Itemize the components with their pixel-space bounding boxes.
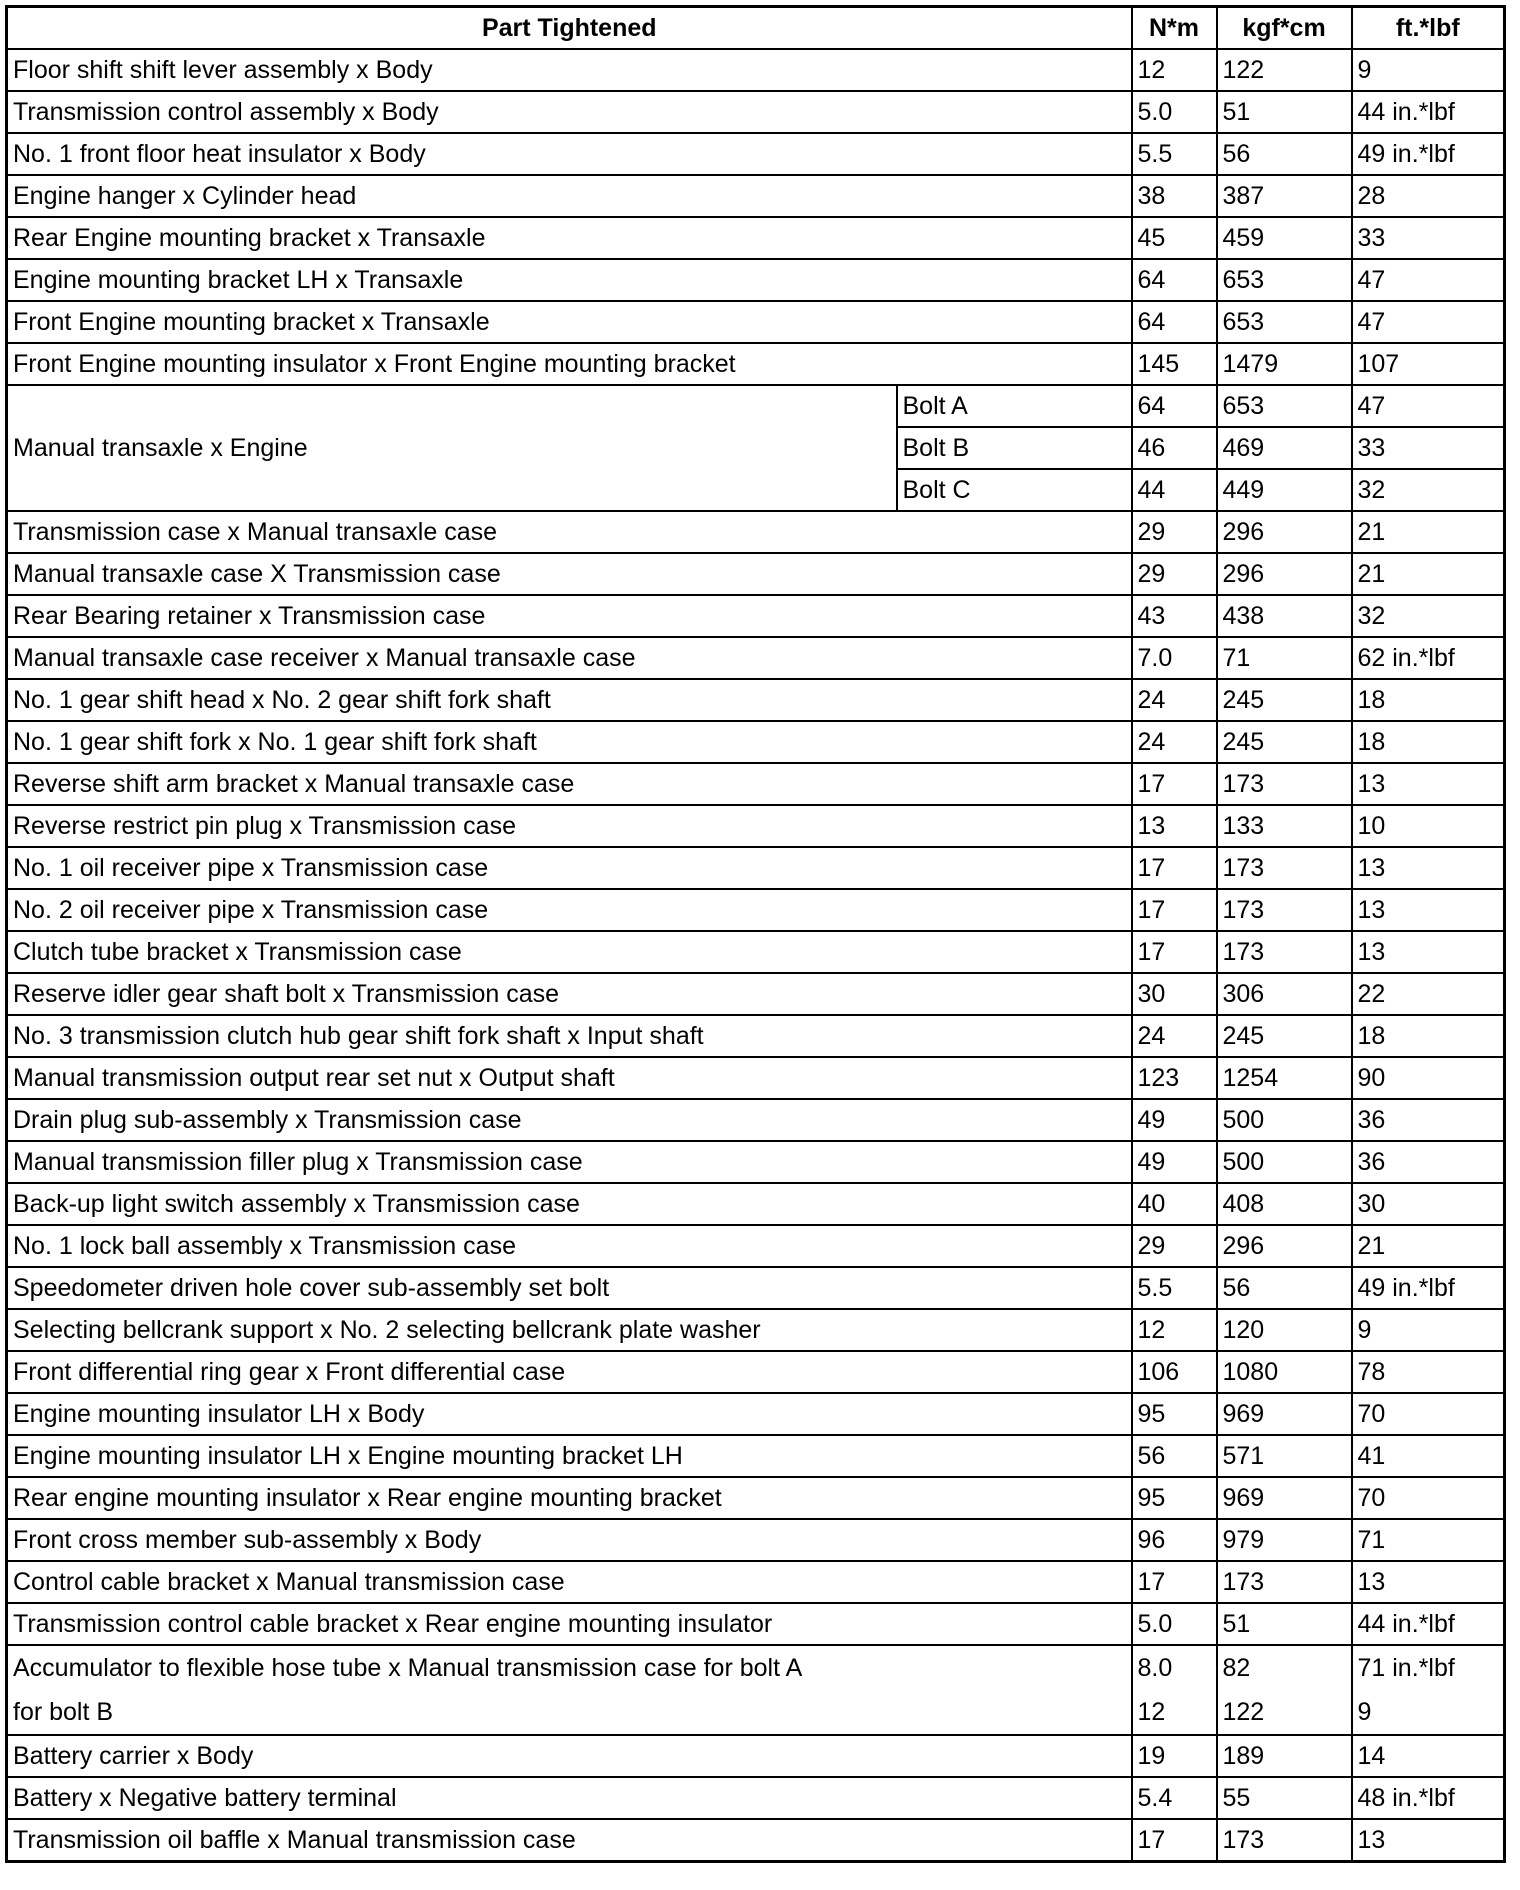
ft-cell: 33 — [1352, 427, 1505, 469]
ft-cell: 70 — [1352, 1393, 1505, 1435]
nm-cell: 106 — [1132, 1351, 1217, 1393]
ft-cell — [1352, 1645, 1505, 1735]
kgf-cell: 387 — [1217, 175, 1352, 217]
header-part: Part Tightened — [7, 7, 1132, 50]
part-cell: Floor shift shift lever assembly x Body — [7, 49, 1132, 91]
nm-cell: 24 — [1132, 679, 1217, 721]
ft-cell: 30 — [1352, 1183, 1505, 1225]
ft-cell: 10 — [1352, 805, 1505, 847]
part-cell-line-b: for bolt B — [13, 1698, 114, 1726]
part-cell: Front Engine mounting insulator x Front Engine mounting bracket — [7, 343, 1132, 385]
table-row — [7, 1351, 1505, 1393]
table-row — [7, 721, 1505, 763]
nm-cell: 49 — [1132, 1141, 1217, 1183]
part-cell: Front Engine mounting bracket x Transaxle — [7, 301, 1132, 343]
torque-table — [5, 5, 1506, 1863]
kgf-cell: 500 — [1217, 1099, 1352, 1141]
ft-cell: 33 — [1352, 217, 1505, 259]
kgf-cell-line-a: 82 — [1222, 1654, 1251, 1682]
bolt-cell: Bolt B — [897, 427, 1132, 469]
nm-cell: 17 — [1132, 931, 1217, 973]
table-row — [7, 1183, 1505, 1225]
part-cell: Clutch tube bracket x Transmission case — [7, 931, 1132, 973]
table-row — [7, 805, 1505, 847]
ft-cell: 70 — [1352, 1477, 1505, 1519]
kgf-cell: 173 — [1217, 847, 1352, 889]
part-cell: Reserve idler gear shaft bolt x Transmission case — [7, 973, 1132, 1015]
kgf-cell: 56 — [1217, 133, 1352, 175]
part-cell: Reverse shift arm bracket x Manual transaxle case — [7, 763, 1132, 805]
ft-cell: 36 — [1352, 1141, 1505, 1183]
nm-cell: 5.0 — [1132, 91, 1217, 133]
ft-cell: 71 — [1352, 1519, 1505, 1561]
ft-cell: 44 in.*lbf — [1352, 91, 1505, 133]
bolt-cell: Bolt C — [897, 469, 1132, 511]
bolt-cell: Bolt A — [897, 385, 1132, 427]
kgf-cell: 653 — [1217, 385, 1352, 427]
table-row — [7, 259, 1505, 301]
kgf-cell: 653 — [1217, 259, 1352, 301]
kgf-cell: 969 — [1217, 1393, 1352, 1435]
part-cell: Rear engine mounting insulator x Rear engine mounting bracket — [7, 1477, 1132, 1519]
ft-cell: 22 — [1352, 973, 1505, 1015]
header-row — [7, 7, 1505, 50]
table-row — [7, 1099, 1505, 1141]
nm-cell-line-b: 12 — [1137, 1698, 1166, 1726]
header-ft: ft.*lbf — [1352, 7, 1505, 50]
ft-cell: 47 — [1352, 259, 1505, 301]
kgf-cell: 56 — [1217, 1267, 1352, 1309]
nm-cell-line-a: 8.0 — [1137, 1654, 1173, 1682]
part-cell: No. 1 gear shift fork x No. 1 gear shift fork shaft — [7, 721, 1132, 763]
table-row — [7, 1393, 1505, 1435]
kgf-cell: 296 — [1217, 553, 1352, 595]
table-row — [7, 1477, 1505, 1519]
part-cell: Transmission control cable bracket x Rear engine mounting insulator — [7, 1603, 1132, 1645]
part-cell: Rear Bearing retainer x Transmission case — [7, 595, 1132, 637]
nm-cell: 29 — [1132, 1225, 1217, 1267]
ft-cell: 47 — [1352, 385, 1505, 427]
nm-cell: 5.4 — [1132, 1777, 1217, 1819]
part-cell: Battery x Negative battery terminal — [7, 1777, 1132, 1819]
ft-cell: 13 — [1352, 889, 1505, 931]
nm-cell: 30 — [1132, 973, 1217, 1015]
table-row — [7, 1645, 1505, 1735]
nm-cell: 17 — [1132, 889, 1217, 931]
part-cell: Engine mounting insulator LH x Engine mounting bracket LH — [7, 1435, 1132, 1477]
table-row — [7, 1735, 1505, 1777]
ft-cell: 32 — [1352, 469, 1505, 511]
table-row — [7, 49, 1505, 91]
kgf-cell: 296 — [1217, 1225, 1352, 1267]
part-cell: Manual transaxle case X Transmission case — [7, 553, 1132, 595]
nm-cell: 19 — [1132, 1735, 1217, 1777]
kgf-cell: 653 — [1217, 301, 1352, 343]
kgf-cell: 173 — [1217, 931, 1352, 973]
header-kgf: kgf*cm — [1217, 7, 1352, 50]
table-row — [7, 1225, 1505, 1267]
ft-cell: 13 — [1352, 763, 1505, 805]
kgf-cell: 173 — [1217, 763, 1352, 805]
part-cell: Front differential ring gear x Front differential case — [7, 1351, 1132, 1393]
ft-cell: 44 in.*lbf — [1352, 1603, 1505, 1645]
part-cell: Speedometer driven hole cover sub-assembly set bolt — [7, 1267, 1132, 1309]
kgf-cell: 408 — [1217, 1183, 1352, 1225]
kgf-cell: 1479 — [1217, 343, 1352, 385]
table-row — [7, 1603, 1505, 1645]
nm-cell: 123 — [1132, 1057, 1217, 1099]
ft-cell: 49 in.*lbf — [1352, 133, 1505, 175]
nm-cell: 95 — [1132, 1393, 1217, 1435]
table-row — [7, 1819, 1505, 1862]
kgf-cell: 173 — [1217, 889, 1352, 931]
part-cell: Transmission control assembly x Body — [7, 91, 1132, 133]
nm-cell: 43 — [1132, 595, 1217, 637]
kgf-cell: 245 — [1217, 679, 1352, 721]
kgf-cell: 571 — [1217, 1435, 1352, 1477]
ft-cell-line-b: 9 — [1357, 1698, 1372, 1726]
ft-cell: 32 — [1352, 595, 1505, 637]
kgf-cell: 245 — [1217, 721, 1352, 763]
ft-cell: 36 — [1352, 1099, 1505, 1141]
table-row — [7, 1057, 1505, 1099]
table-row — [7, 679, 1505, 721]
part-cell: Manual transmission output rear set nut x Output shaft — [7, 1057, 1132, 1099]
part-cell: Reverse restrict pin plug x Transmission case — [7, 805, 1132, 847]
table-row — [7, 1777, 1505, 1819]
kgf-cell: 173 — [1217, 1819, 1352, 1862]
part-cell: Engine hanger x Cylinder head — [7, 175, 1132, 217]
table-row — [7, 1141, 1505, 1183]
table-row — [7, 1267, 1505, 1309]
ft-cell: 90 — [1352, 1057, 1505, 1099]
kgf-cell: 120 — [1217, 1309, 1352, 1351]
kgf-cell: 969 — [1217, 1477, 1352, 1519]
kgf-cell: 55 — [1217, 1777, 1352, 1819]
part-cell — [7, 1645, 1132, 1735]
table-row — [7, 175, 1505, 217]
ft-cell: 18 — [1352, 721, 1505, 763]
table-row — [7, 217, 1505, 259]
kgf-cell: 51 — [1217, 91, 1352, 133]
ft-cell: 13 — [1352, 931, 1505, 973]
ft-cell: 48 in.*lbf — [1352, 1777, 1505, 1819]
part-cell: Control cable bracket x Manual transmission case — [7, 1561, 1132, 1603]
table-row — [7, 91, 1505, 133]
ft-cell: 62 in.*lbf — [1352, 637, 1505, 679]
ft-cell: 21 — [1352, 553, 1505, 595]
part-cell: No. 1 oil receiver pipe x Transmission case — [7, 847, 1132, 889]
part-cell: Transmission oil baffle x Manual transmission case — [7, 1819, 1132, 1862]
table-row — [7, 385, 1505, 427]
part-cell: No. 2 oil receiver pipe x Transmission case — [7, 889, 1132, 931]
nm-cell: 49 — [1132, 1099, 1217, 1141]
part-cell: Manual transaxle case receiver x Manual transaxle case — [7, 637, 1132, 679]
nm-cell: 46 — [1132, 427, 1217, 469]
table-row — [7, 847, 1505, 889]
ft-cell: 21 — [1352, 1225, 1505, 1267]
table-row — [7, 511, 1505, 553]
nm-cell: 145 — [1132, 343, 1217, 385]
part-cell: Back-up light switch assembly x Transmission case — [7, 1183, 1132, 1225]
ft-cell: 9 — [1352, 49, 1505, 91]
nm-cell: 56 — [1132, 1435, 1217, 1477]
part-cell: Front cross member sub-assembly x Body — [7, 1519, 1132, 1561]
kgf-cell: 979 — [1217, 1519, 1352, 1561]
part-cell: Rear Engine mounting bracket x Transaxle — [7, 217, 1132, 259]
kgf-cell: 122 — [1217, 49, 1352, 91]
ft-cell: 18 — [1352, 679, 1505, 721]
table-row — [7, 973, 1505, 1015]
table-row — [7, 595, 1505, 637]
part-cell: Engine mounting insulator LH x Body — [7, 1393, 1132, 1435]
kgf-cell: 1254 — [1217, 1057, 1352, 1099]
ft-cell: 49 in.*lbf — [1352, 1267, 1505, 1309]
part-cell: Selecting bellcrank support x No. 2 selecting bellcrank plate washer — [7, 1309, 1132, 1351]
ft-cell-line-a: 71 in.*lbf — [1357, 1654, 1455, 1682]
kgf-cell: 51 — [1217, 1603, 1352, 1645]
kgf-cell: 306 — [1217, 973, 1352, 1015]
part-cell: Engine mounting bracket LH x Transaxle — [7, 259, 1132, 301]
nm-cell: 44 — [1132, 469, 1217, 511]
part-cell: Transmission case x Manual transaxle case — [7, 511, 1132, 553]
ft-cell: 14 — [1352, 1735, 1505, 1777]
nm-cell: 29 — [1132, 553, 1217, 595]
kgf-cell: 296 — [1217, 511, 1352, 553]
nm-cell: 5.0 — [1132, 1603, 1217, 1645]
part-cell: Manual transaxle x Engine — [7, 385, 897, 511]
nm-cell: 96 — [1132, 1519, 1217, 1561]
nm-cell: 38 — [1132, 175, 1217, 217]
nm-cell: 45 — [1132, 217, 1217, 259]
nm-cell: 5.5 — [1132, 133, 1217, 175]
table-row — [7, 931, 1505, 973]
nm-cell: 40 — [1132, 1183, 1217, 1225]
kgf-cell: 500 — [1217, 1141, 1352, 1183]
kgf-cell: 133 — [1217, 805, 1352, 847]
table-row — [7, 1435, 1505, 1477]
ft-cell: 41 — [1352, 1435, 1505, 1477]
kgf-cell: 449 — [1217, 469, 1352, 511]
table-row — [7, 553, 1505, 595]
part-cell-line-a: Accumulator to flexible hose tube x Manual transmission case for bolt A — [13, 1654, 803, 1682]
nm-cell: 17 — [1132, 763, 1217, 805]
part-cell: Manual transmission filler plug x Transmission case — [7, 1141, 1132, 1183]
nm-cell: 7.0 — [1132, 637, 1217, 679]
nm-cell: 29 — [1132, 511, 1217, 553]
table-row — [7, 301, 1505, 343]
kgf-cell: 438 — [1217, 595, 1352, 637]
table-row — [7, 1015, 1505, 1057]
kgf-cell: 245 — [1217, 1015, 1352, 1057]
ft-cell: 18 — [1352, 1015, 1505, 1057]
part-cell: No. 1 gear shift head x No. 2 gear shift fork shaft — [7, 679, 1132, 721]
table-row — [7, 343, 1505, 385]
table-row — [7, 1309, 1505, 1351]
kgf-cell: 469 — [1217, 427, 1352, 469]
ft-cell: 107 — [1352, 343, 1505, 385]
table-row — [7, 1519, 1505, 1561]
nm-cell: 64 — [1132, 385, 1217, 427]
nm-cell: 17 — [1132, 1819, 1217, 1862]
ft-cell: 28 — [1352, 175, 1505, 217]
nm-cell: 24 — [1132, 1015, 1217, 1057]
part-cell: No. 3 transmission clutch hub gear shift fork shaft x Input shaft — [7, 1015, 1132, 1057]
table-row — [7, 637, 1505, 679]
kgf-cell: 189 — [1217, 1735, 1352, 1777]
part-cell: No. 1 front floor heat insulator x Body — [7, 133, 1132, 175]
nm-cell: 64 — [1132, 301, 1217, 343]
kgf-cell — [1217, 1645, 1352, 1735]
nm-cell — [1132, 1645, 1217, 1735]
ft-cell: 13 — [1352, 1819, 1505, 1862]
table-row — [7, 763, 1505, 805]
kgf-cell: 459 — [1217, 217, 1352, 259]
table-row — [7, 133, 1505, 175]
nm-cell: 17 — [1132, 1561, 1217, 1603]
ft-cell: 13 — [1352, 1561, 1505, 1603]
part-cell: No. 1 lock ball assembly x Transmission case — [7, 1225, 1132, 1267]
table-row — [7, 889, 1505, 931]
kgf-cell: 1080 — [1217, 1351, 1352, 1393]
ft-cell: 47 — [1352, 301, 1505, 343]
nm-cell: 17 — [1132, 847, 1217, 889]
ft-cell: 13 — [1352, 847, 1505, 889]
nm-cell: 64 — [1132, 259, 1217, 301]
part-cell: Drain plug sub-assembly x Transmission case — [7, 1099, 1132, 1141]
kgf-cell-line-b: 122 — [1222, 1698, 1265, 1726]
nm-cell: 12 — [1132, 1309, 1217, 1351]
kgf-cell: 173 — [1217, 1561, 1352, 1603]
kgf-cell: 71 — [1217, 637, 1352, 679]
nm-cell: 12 — [1132, 49, 1217, 91]
ft-cell: 9 — [1352, 1309, 1505, 1351]
nm-cell: 95 — [1132, 1477, 1217, 1519]
table-row — [7, 1561, 1505, 1603]
nm-cell: 5.5 — [1132, 1267, 1217, 1309]
nm-cell: 24 — [1132, 721, 1217, 763]
ft-cell: 78 — [1352, 1351, 1505, 1393]
part-cell: Battery carrier x Body — [7, 1735, 1132, 1777]
nm-cell: 13 — [1132, 805, 1217, 847]
ft-cell: 21 — [1352, 511, 1505, 553]
header-nm: N*m — [1132, 7, 1217, 50]
